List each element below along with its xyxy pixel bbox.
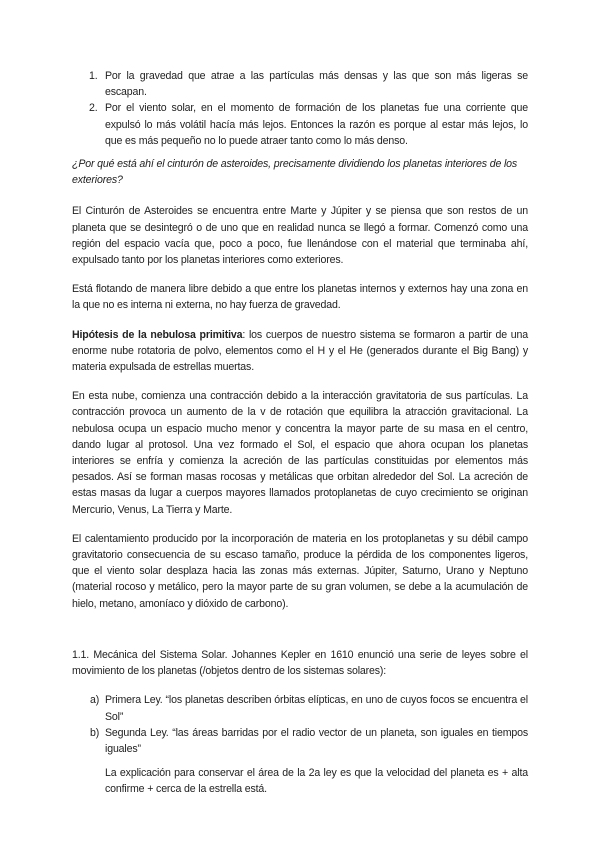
list-item: [72, 725, 528, 757]
section-kepler: 1.1. Mecánica del Sistema Solar. Johannes Kepler en 1610 enunció una serie de leyes sobre el movimiento de los planetas (/objetos dentro de los sistemas solares):: [72, 648, 528, 678]
list-number: 2.: [89, 102, 98, 115]
list-item-text: Primera Ley. “los planetas describen órbitas elípticas, en uno de cuyos focos se encuentra el Sol”: [105, 694, 528, 723]
list-item-text: Segunda Ley. “las áreas barridas por el radio vector de un planeta, son iguales en tiempos iguales”: [105, 726, 528, 755]
list-letter: a): [90, 694, 100, 707]
paragraph-heating: El calentamiento producido por la incorporación de materia en los protoplanetas y su débil campo gravitatorio consecuencia de su escaso tamaño, produce la pérdida de los componentes ligeros, que el viento solar desplaza hacia las zonas más externas. Júpiter, Saturno, Urano y Neptuno (material rocoso y metálico, pero la mayor parte de su gran volumen, se debe a la acumulación de hielo, metano, amoníaco y dióxido de carbono).: [72, 532, 528, 610]
paragraph-contraction: En esta nube, comienza una contracción debido a la interacción gravitatoria de sus partículas. La contracción provoca un aumento de la v de rotación que equilibra la atracción gravitacional. La nebulosa ocupa un espacio mucho menor y concentra la mayor parte de su masa en el centro, dando lugar al protosol. Una vez formado el Sol, el espacio que ahora ocupan los planetas interiores se enfría y comienza la acreción de las partículas constituidas por elementos más pesados. Así se forman masas rocosas y metálicas que orbitan alrededor del Sol. La acreción de estas masas da lugar a cuerpos mayores llamados protoplanetas de cuyo crecimiento se originan Mercurio, Venus, La Tierra y Marte.: [72, 390, 528, 516]
hypothesis-text: : los cuerpos de nuestro sistema se formaron a partir de una enorme nube rotatoria de polvo, elementos como el H y el He (generados durante el Big Bang) y materia expulsada de estrellas muertas.: [72, 328, 528, 374]
list-letter: b): [90, 726, 100, 739]
question-heading: ¿Por qué está ahí el cinturón de asteroides, precisamente dividiendo los planetas interiores de los exteriores?: [72, 158, 518, 187]
laws-list: [72, 692, 528, 757]
paragraph-explanation: La explicación para conservar el área de la 2a ley es que la velocidad del planeta es + alta confirme + cerca de la estrella está.: [105, 767, 528, 796]
list-item-text: Por la gravedad que atrae a las partículas más densas y las que son más ligeras se escapan.: [105, 70, 528, 99]
document-body: [72, 68, 528, 811]
hypothesis-title: Hipótesis de la nebulosa primitiva: [72, 328, 243, 341]
list-item: [72, 692, 528, 724]
list-number: 1.: [89, 70, 98, 82]
list-item-text: Por el viento solar, en el momento de formación de los planetas fue una corriente que expulsó lo más volátil hacía más lejos. Entonces la razón es porque al estar más lejos, lo que es más pequeño no lo puede atraer tanto como lo más denso.: [105, 102, 528, 147]
list-item: [72, 68, 528, 100]
paragraph-hypothesis: [72, 327, 528, 376]
paragraph-floating: Está flotando de manera libre debido a que entre los planetas internos y externos hay una zona en la que no es interna ni externa, no hay fuerza de gravedad.: [72, 283, 528, 312]
list-item: [72, 100, 528, 149]
numbered-list: [72, 68, 528, 149]
paragraph-asteroid-belt: El Cinturón de Asteroides se encuentra entre Marte y Júpiter y se piensa que son restos de un planeta que se desintegró o de uno que en realidad nunca se llegó a formar. Comenzó como una región del espacio vacía que, poco a poco, fue llenándose con el material que terminaba ahí, expulsado tanto por los planetas interiores como exteriores.: [72, 205, 528, 267]
spacer: [72, 625, 528, 647]
